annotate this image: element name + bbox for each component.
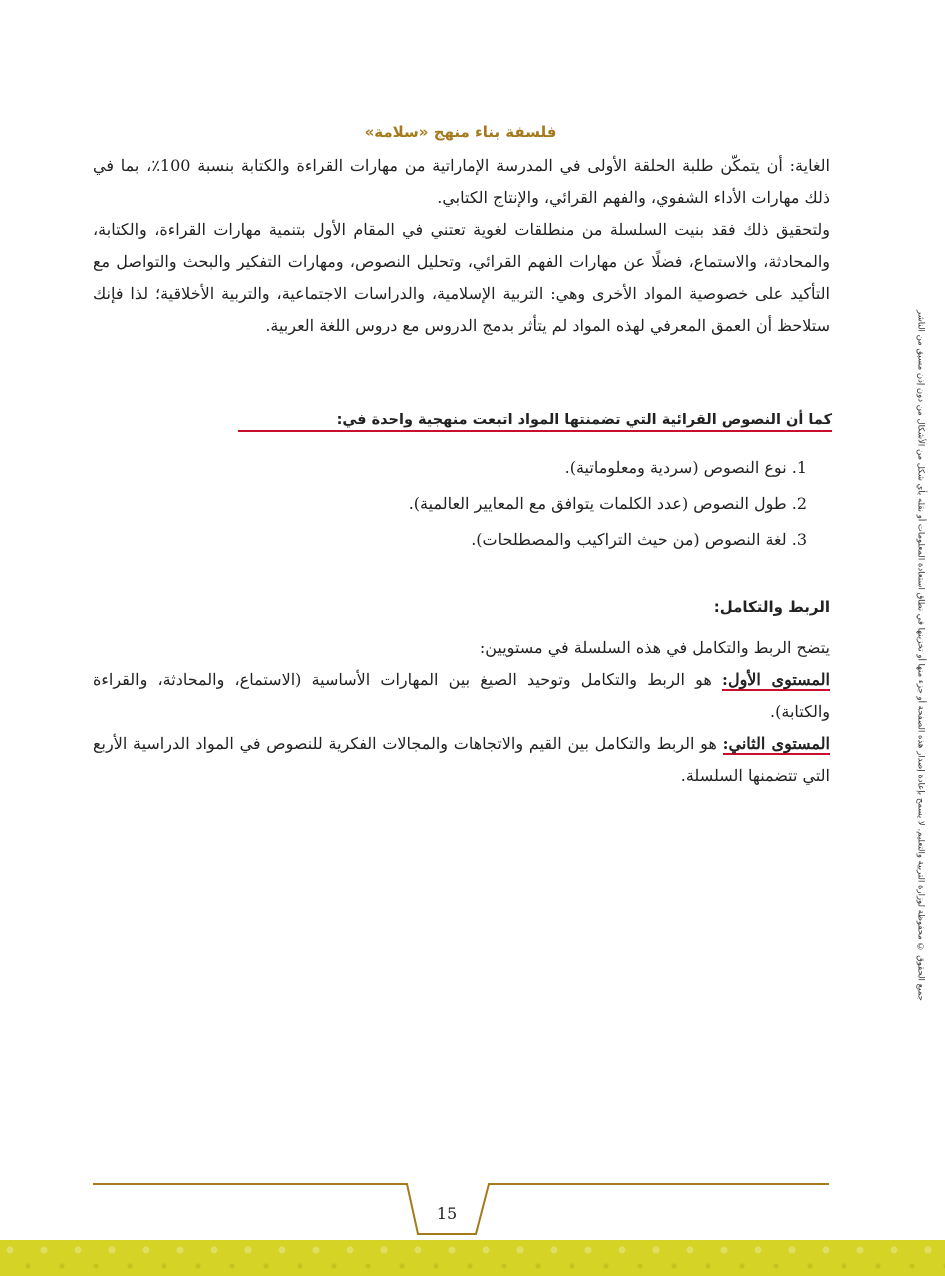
copyright-text: جميع الحقوق © محفوظة لوزارة التربية والتعليم. لا يسمح بإعادة إصدار هذه الصفحة أو جزء منها أو تخزينها في نطاق استعادة المعلومات أو نقله بأي شكل من الأشكال من دون إذن مسبق من الناشر [915, 309, 926, 1001]
page-number: 15 [436, 1204, 458, 1223]
goal-paragraph [93, 150, 830, 214]
level-2-paragraph [93, 728, 830, 792]
integration-body [93, 632, 830, 792]
methodology-list [409, 450, 807, 558]
intro-paragraph: ولتحقيق ذلك فقد بنيت السلسلة من منطلقات لغوية تعتني في المقام الأول بتنمية مهارات القراءة، والكتابة، والمحادثة، والاستماع، فضلًا عن مهارات الفهم القرائي، وتحليل النصوص، ومهارات التفكير والبحث والتواصل مع التأكيد على خصوصية المواد الأخرى وهي: التربية الإسلامية، والدراسات الاجتماعية، والتربية الأخلاقية؛ لذا فإنك ستلاحظ أن العمق المعرفي لهذه المواد لم يتأثر بدمج الدروس مع دروس اللغة العربية. [93, 220, 830, 335]
list-item: 1. نوع النصوص (سردية ومعلوماتية). [564, 458, 807, 477]
goal-text: أن يتمكّن طلبة الحلقة الأولى في المدرسة الإماراتية من مهارات القراءة والكتابة بنسبة 100٪، بما في ذلك مهارات الأداء الشفوي، والفهم القرائي، والإنتاج الكتابي. [93, 156, 830, 207]
goal-label: الغاية: [782, 156, 830, 175]
level-1-label: المستوى الأول: [722, 670, 830, 689]
list-item: 3. لغة النصوص (من حيث التراكيب والمصطلحات). [471, 530, 807, 549]
body-text [93, 150, 830, 342]
methodology-heading: كما أن النصوص القرائية التي تضمنتها المواد اتبعت منهجية واحدة في: [238, 412, 832, 432]
integration-intro: يتضح الربط والتكامل في هذه السلسلة في مستويين: [479, 638, 830, 657]
level-2-label: المستوى الثاني: [722, 734, 831, 753]
page-title: فلسفة بناء منهج «سلامة» [364, 123, 557, 141]
section-title-integration: الربط والتكامل: [713, 598, 830, 616]
level-2-text: هو الربط والتكامل بين القيم والاتجاهات والمجالات الفكرية للنصوص في المواد الدراسية الأربع التي تتضمنها السلسلة. [93, 734, 830, 785]
footer-decorative-band [0, 1240, 945, 1276]
copyright-side-note [898, 295, 943, 1015]
list-item: 2. طول النصوص (عدد الكلمات يتوافق مع المعايير العالمية). [408, 494, 807, 513]
level-1-paragraph [93, 664, 830, 728]
level-1-text: هو الربط والتكامل وتوحيد الصيغ بين المهارات الأساسية (الاستماع، والمحادثة، والقراءة والكتابة). [93, 670, 830, 721]
